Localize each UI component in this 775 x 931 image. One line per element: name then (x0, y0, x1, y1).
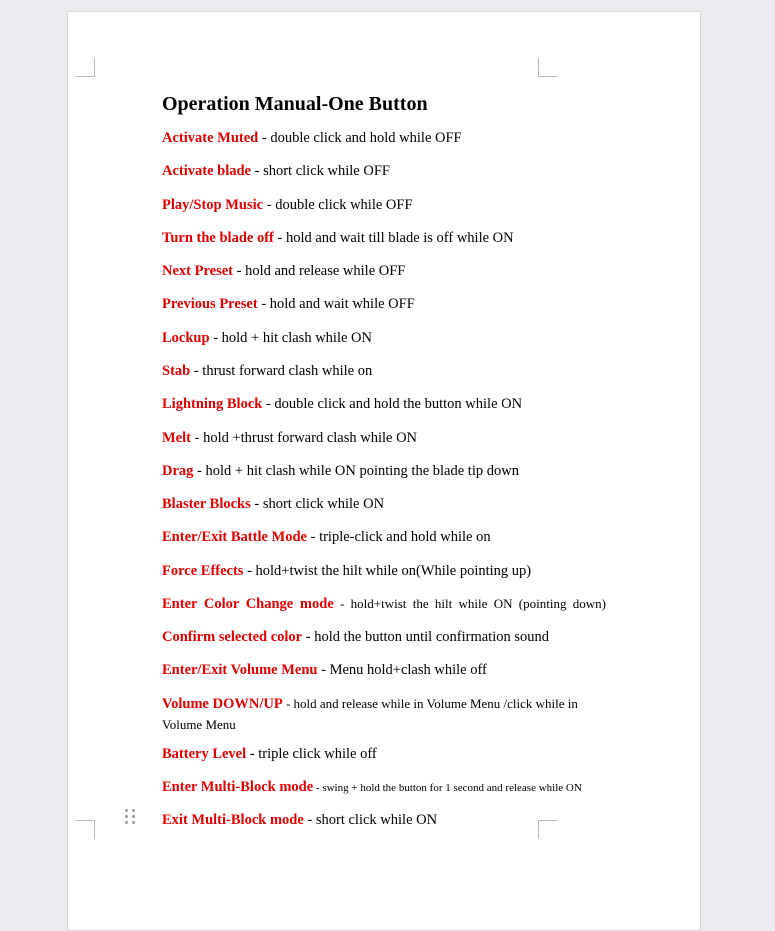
entry-description: - Menu hold+clash while off (317, 662, 487, 678)
entry-description: - short click while OFF (251, 163, 390, 179)
manual-entry (162, 462, 519, 480)
entry-label: Blaster Blocks (162, 496, 251, 512)
manual-entry (162, 778, 582, 797)
entry-description: - double click while OFF (263, 197, 413, 213)
entry-label: Turn the blade off (162, 230, 274, 246)
manual-entry (162, 811, 437, 829)
entry-label: Exit Multi-Block mode (162, 812, 304, 828)
manual-entry (162, 262, 405, 280)
entry-label: Drag (162, 463, 194, 479)
manual-entry (162, 229, 514, 247)
entry-label: Enter/Exit Battle Mode (162, 529, 307, 545)
entry-description: - hold and release while OFF (233, 263, 406, 279)
entry-description-continued: Volume Menu (162, 717, 236, 732)
entry-label: Melt (162, 430, 191, 446)
manual-entry (162, 129, 462, 147)
manual-entry (162, 295, 415, 313)
entry-description: - hold +thrust forward clash while ON (190, 430, 418, 446)
manual-entry (162, 162, 390, 180)
manual-entry (162, 562, 531, 580)
entry-description: - hold + hit clash while ON (209, 330, 372, 346)
document-body[interactable] (162, 91, 606, 828)
entry-description: - hold + hit clash while ON pointing the blade tip down (193, 463, 519, 479)
entry-description: - hold and wait till blade is off while ON (273, 230, 514, 246)
entry-description: - short click while ON (303, 812, 438, 828)
entry-label: Confirm selected color (162, 629, 303, 645)
entry-label: Enter Multi-Block mode (162, 779, 314, 795)
entry-description: - double click and hold the button while ON (262, 396, 523, 412)
manual-entry (162, 528, 491, 546)
entry-label: Volume DOWN/UP (162, 696, 283, 712)
entry-description: - triple click while off (246, 746, 377, 762)
entry-description: - hold+twist the hilt while on(While pointing up) (243, 563, 532, 579)
manual-entry (162, 628, 549, 646)
margin-corner-bottom-left (76, 820, 95, 839)
entry-description: - triple-click and hold while on (306, 529, 491, 545)
margin-corner-top-right (538, 58, 557, 77)
entry-description: - hold the button until confirmation sound (302, 629, 550, 645)
entry-label: Battery Level (162, 746, 247, 762)
entry-label: Lightning Block (162, 396, 263, 412)
entry-description: - short click while ON (250, 496, 385, 512)
entry-label: Enter/Exit Volume Menu (162, 662, 318, 678)
entry-description: - hold+twist the hilt while ON (pointing down) (333, 596, 606, 611)
entry-label: Lockup (162, 330, 210, 346)
manual-entry (162, 695, 606, 737)
entry-description: - thrust forward clash while on (190, 363, 373, 379)
entry-label: Activate blade (162, 163, 251, 179)
entry-label: Stab (162, 363, 191, 379)
manual-entry (162, 495, 384, 513)
entry-label: Next Preset (162, 263, 233, 279)
manual-entry (162, 661, 487, 679)
document-title: Operation Manual-One Button (162, 93, 428, 115)
entry-label: Force Effects (162, 563, 244, 579)
entry-label: Enter Color Change mode (162, 596, 334, 612)
entry-label: Play/Stop Music (162, 197, 264, 213)
manual-entry (162, 395, 522, 413)
manual-entry (162, 429, 417, 447)
entry-description: - double click and hold while OFF (258, 130, 462, 146)
drag-handle-icon[interactable] (125, 809, 137, 827)
entry-description: - hold and wait while OFF (257, 296, 415, 312)
manual-entry (162, 329, 372, 347)
manual-entry (162, 595, 606, 613)
margin-corner-top-left (76, 58, 95, 77)
manual-entry (162, 196, 413, 214)
manual-entry (162, 745, 377, 763)
entry-label: Activate Muted (162, 130, 259, 146)
manual-entry (162, 362, 372, 380)
margin-corner-bottom-right (538, 820, 557, 839)
entry-label: Previous Preset (162, 296, 258, 312)
entry-description: - hold and release while in Volume Menu /click while in (282, 696, 578, 711)
entry-description: - swing + hold the button for 1 second and release while ON (313, 782, 582, 794)
